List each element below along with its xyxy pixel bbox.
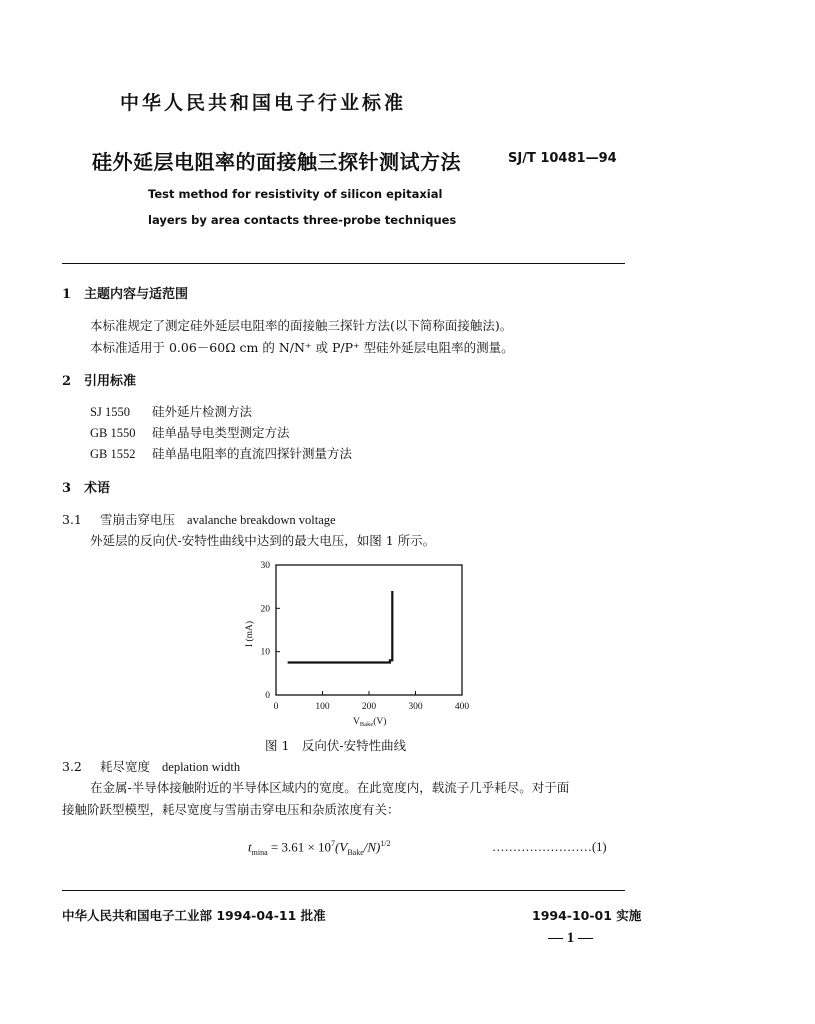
reference-item bbox=[90, 444, 352, 462]
x-tick-label: 300 bbox=[408, 702, 423, 712]
term-3-1-heading bbox=[62, 510, 336, 528]
reference-title: 硅单晶电阻率的直流四探针测量方法 bbox=[152, 446, 353, 461]
y-axis-label: I (mA) bbox=[245, 620, 255, 648]
reference-item bbox=[90, 402, 252, 420]
equation-1 bbox=[248, 839, 391, 857]
reference-title: 硅单晶导电类型测定方法 bbox=[152, 425, 290, 440]
reference-code: SJ 1550 bbox=[90, 405, 130, 419]
y-tick-label: 0 bbox=[265, 691, 270, 701]
reference-item bbox=[90, 423, 290, 441]
term-3-2-definition-line-2: 接触阶跃型模型，耗尽宽度与雪崩击穿电压和杂质浓度有关： bbox=[62, 802, 400, 817]
eq-voltage-subscript: Bake bbox=[347, 847, 364, 857]
eq-power: 1/2 bbox=[380, 839, 391, 848]
eq-lhs-subscript: mina bbox=[251, 847, 268, 857]
term-english: avalanche breakdown voltage bbox=[187, 513, 336, 527]
section-title: 主题内容与适范围 bbox=[84, 287, 189, 302]
section-1-heading bbox=[62, 283, 188, 302]
term-number: 3.1 bbox=[62, 512, 82, 527]
page-number: — 1 — bbox=[548, 930, 593, 946]
y-tick-label: 20 bbox=[260, 604, 270, 615]
issuing-body: 中华人民共和国电子行业标准 bbox=[120, 92, 407, 114]
section-number: 1 bbox=[62, 287, 72, 302]
equation-1-number bbox=[492, 840, 607, 855]
implementation-date: 1994-10-01 实施 bbox=[532, 908, 642, 923]
term-3-2-heading bbox=[62, 757, 240, 775]
section-3-heading bbox=[62, 477, 110, 496]
eq-number: (1) bbox=[592, 840, 607, 854]
document-title: 硅外延层电阻率的面接触三探针测试方法 bbox=[92, 150, 461, 174]
section-number: 3 bbox=[62, 481, 72, 496]
english-title-line-1: Test method for resistivity of silicon epitaxial bbox=[148, 187, 443, 201]
section-title: 术语 bbox=[84, 481, 111, 496]
figure-caption: 图 1 反向伏-安特性曲线 bbox=[265, 738, 407, 753]
y-tick-label: 10 bbox=[260, 647, 270, 658]
iv-curve-chart bbox=[238, 556, 478, 734]
header-rule bbox=[62, 263, 625, 264]
x-axis-label bbox=[353, 716, 386, 728]
eq-coefficient: = 3.61 × 10 bbox=[267, 839, 332, 855]
term-3-2-definition-line-1: 在金属-半导体接触附近的半导体区域内的宽度。在此宽度内，载流子几乎耗尽。对于面 bbox=[90, 780, 570, 795]
term-number: 3.2 bbox=[62, 759, 82, 774]
term-chinese: 雪崩击穿电压 bbox=[100, 512, 176, 527]
english-title-line-2: layers by area contacts three-probe techniques bbox=[148, 213, 457, 227]
x-tick-label: 200 bbox=[361, 702, 377, 712]
term-english: deplation width bbox=[162, 760, 241, 774]
y-tick-label: 30 bbox=[260, 561, 270, 571]
approval-line: 中华人民共和国电子工业部 1994-04-11 批准 bbox=[62, 908, 326, 923]
x-label-sub: Bake bbox=[359, 721, 374, 728]
section-1-paragraph-2: 本标准适用于 0.06－60Ω cm 的 N/N⁺ 或 P/P⁺ 型硅外延层电阻率的测量。 bbox=[90, 340, 514, 355]
eq-voltage: (V bbox=[335, 839, 348, 855]
reference-code: GB 1552 bbox=[90, 447, 136, 461]
series-line bbox=[288, 591, 393, 663]
eq-exponent: 7 bbox=[331, 839, 336, 848]
section-1-paragraph-1: 本标准规定了测定硅外延层电阻率的面接触三探针方法(以下简称面接触法)。 bbox=[90, 318, 513, 333]
section-number: 2 bbox=[62, 374, 72, 389]
x-label-unit: (V) bbox=[373, 717, 387, 727]
x-tick-label: 0 bbox=[273, 702, 279, 712]
x-tick-label: 100 bbox=[315, 702, 330, 712]
reference-title: 硅外延片检测方法 bbox=[152, 404, 253, 419]
standard-number: SJ/T 10481—94 bbox=[508, 151, 617, 166]
eq-leader-dots: …………………… bbox=[492, 840, 592, 854]
x-tick-label: 400 bbox=[454, 702, 470, 712]
eq-tail: /N) bbox=[363, 839, 381, 855]
eq-lhs: t bbox=[248, 839, 252, 855]
section-2-heading bbox=[62, 370, 136, 389]
x-label-main: V bbox=[353, 717, 360, 727]
term-chinese: 耗尽宽度 bbox=[100, 759, 151, 774]
plot-frame bbox=[276, 565, 462, 695]
section-title: 引用标准 bbox=[84, 374, 137, 389]
term-3-1-definition: 外延层的反向伏-安特性曲线中达到的最大电压，如图 1 所示。 bbox=[90, 533, 436, 548]
footer-rule bbox=[62, 890, 625, 891]
reference-code: GB 1550 bbox=[90, 426, 136, 440]
